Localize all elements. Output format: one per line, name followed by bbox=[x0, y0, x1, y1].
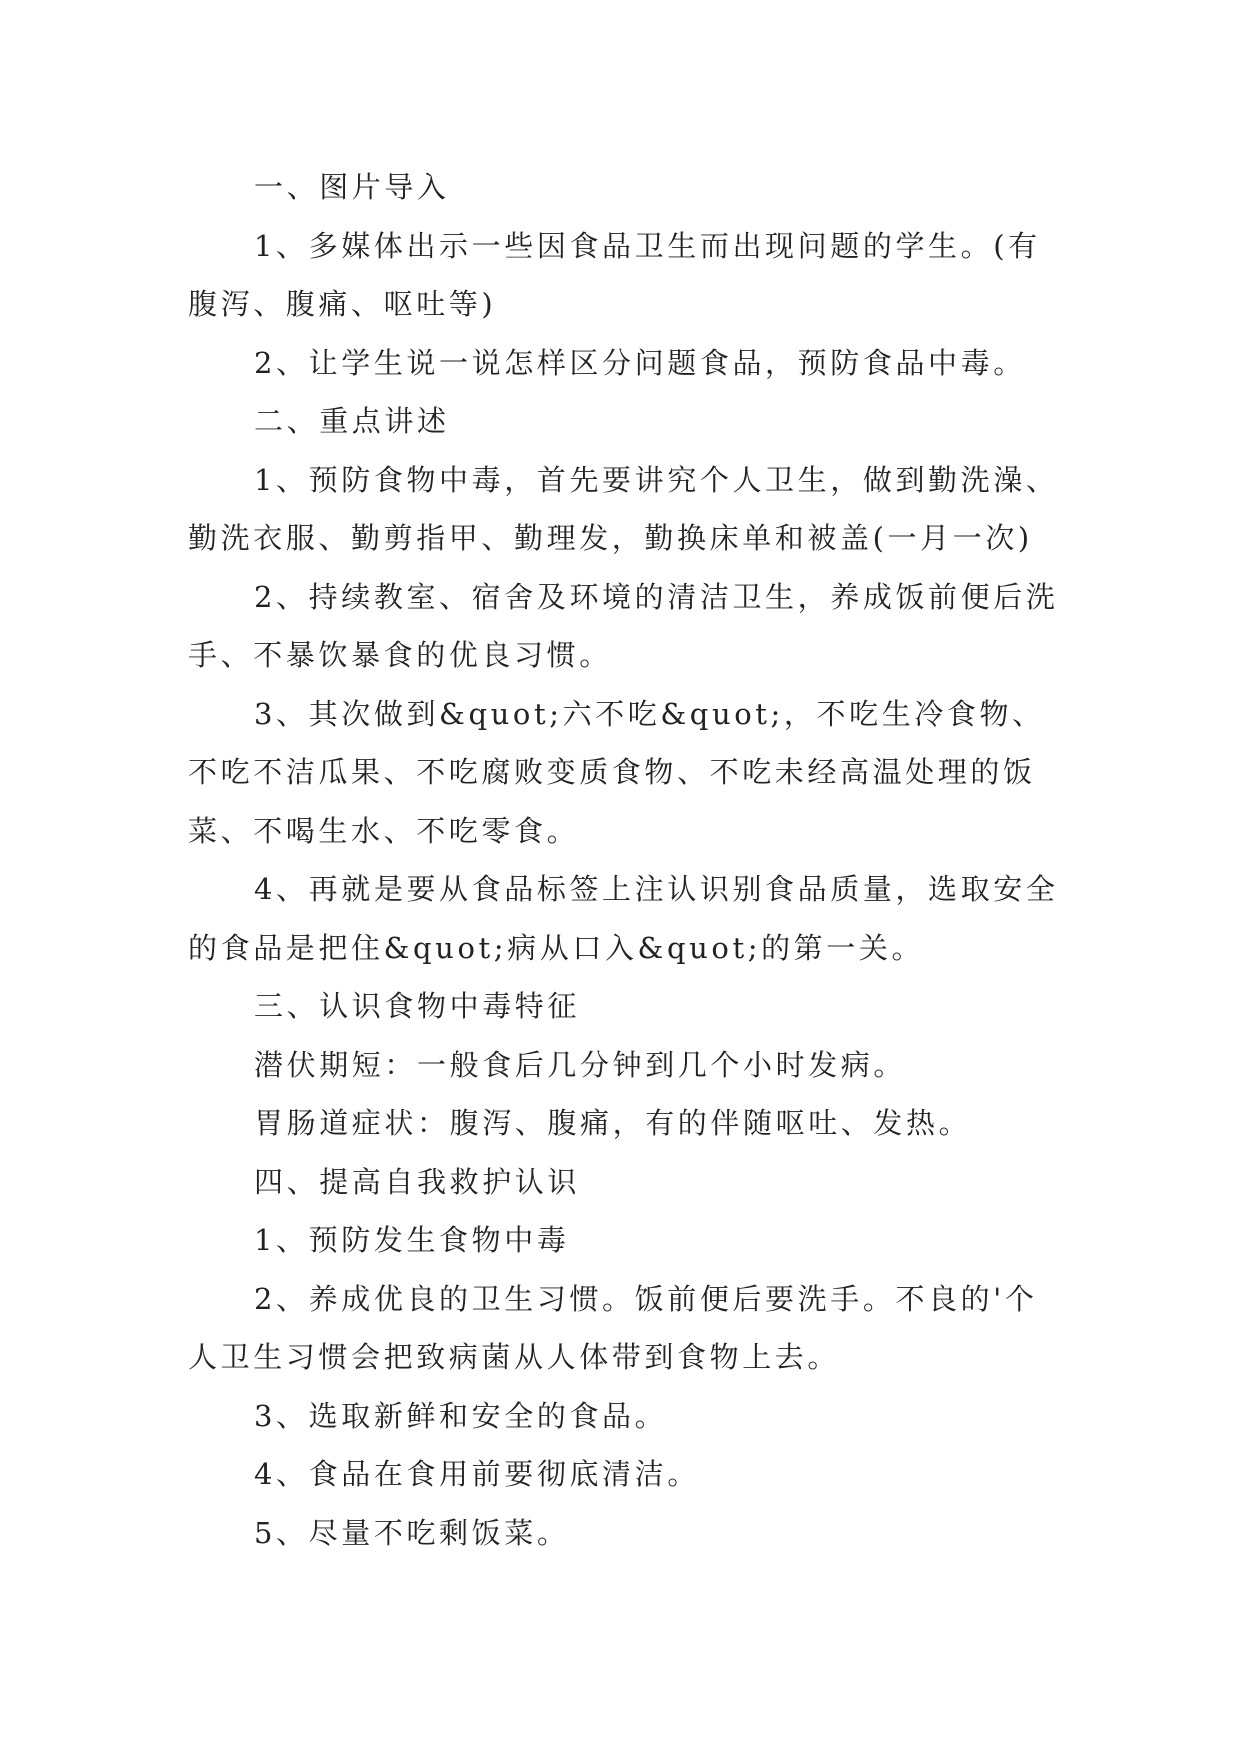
paragraph: 2、持续教室、宿舍及环境的清洁卫生，养成饭前便后洗手、不暴饮暴食的优良习惯。 bbox=[188, 579, 1059, 672]
paragraph: 3、选取新鲜和安全的食品。 bbox=[254, 1398, 668, 1433]
document-page bbox=[188, 158, 1068, 1562]
paragraph: 4、食品在食用前要彻底清洁。 bbox=[254, 1457, 700, 1491]
paragraph: 潜伏期短：一般食后几分钟到几个小时发病。 bbox=[254, 1047, 907, 1082]
section-heading-2: 二、重点讲述 bbox=[254, 404, 450, 438]
paragraph: 3、其次做到&quot;六不吃&quot;，不吃生冷食物、不吃不洁瓜果、不吃腐败变质食物、不吃未经高温处理的饭菜、不喝生水、不吃零食。 bbox=[188, 696, 1045, 848]
paragraph: 4、再就是要从食品标签上注认识别食品质量，选取安全的食品是把住&quot;病从口入&quot;的第一关。 bbox=[188, 872, 1059, 965]
section-heading-4: 四、提高自我救护认识 bbox=[254, 1164, 581, 1199]
paragraph: 2、让学生说一说怎样区分问题食品，预防食品中毒。 bbox=[254, 345, 1026, 380]
paragraph: 胃肠道症状：腹泻、腹痛，有的伴随呕吐、发热。 bbox=[254, 1106, 972, 1140]
section-heading-3: 三、认识食物中毒特征 bbox=[254, 989, 581, 1023]
paragraph: 1、多媒体出示一些因食品卫生而出现问题的学生。(有腹泻、腹痛、呕吐等) bbox=[188, 228, 1041, 321]
paragraph: 1、预防食物中毒，首先要讲究个人卫生，做到勤洗澡、勤洗衣服、勤剪指甲、勤理发，勤换床单和被盖(一月一次) bbox=[188, 462, 1059, 555]
section-heading-1: 一、图片导入 bbox=[254, 170, 450, 204]
paragraph: 5、尽量不吃剩饭菜。 bbox=[254, 1515, 570, 1550]
paragraph: 2、养成优良的卫生习惯。饭前便后要洗手。不良的'个人卫生习惯会把致病菌从人体带到食物上去。 bbox=[188, 1281, 1038, 1374]
paragraph: 1、预防发生食物中毒 bbox=[254, 1223, 570, 1257]
